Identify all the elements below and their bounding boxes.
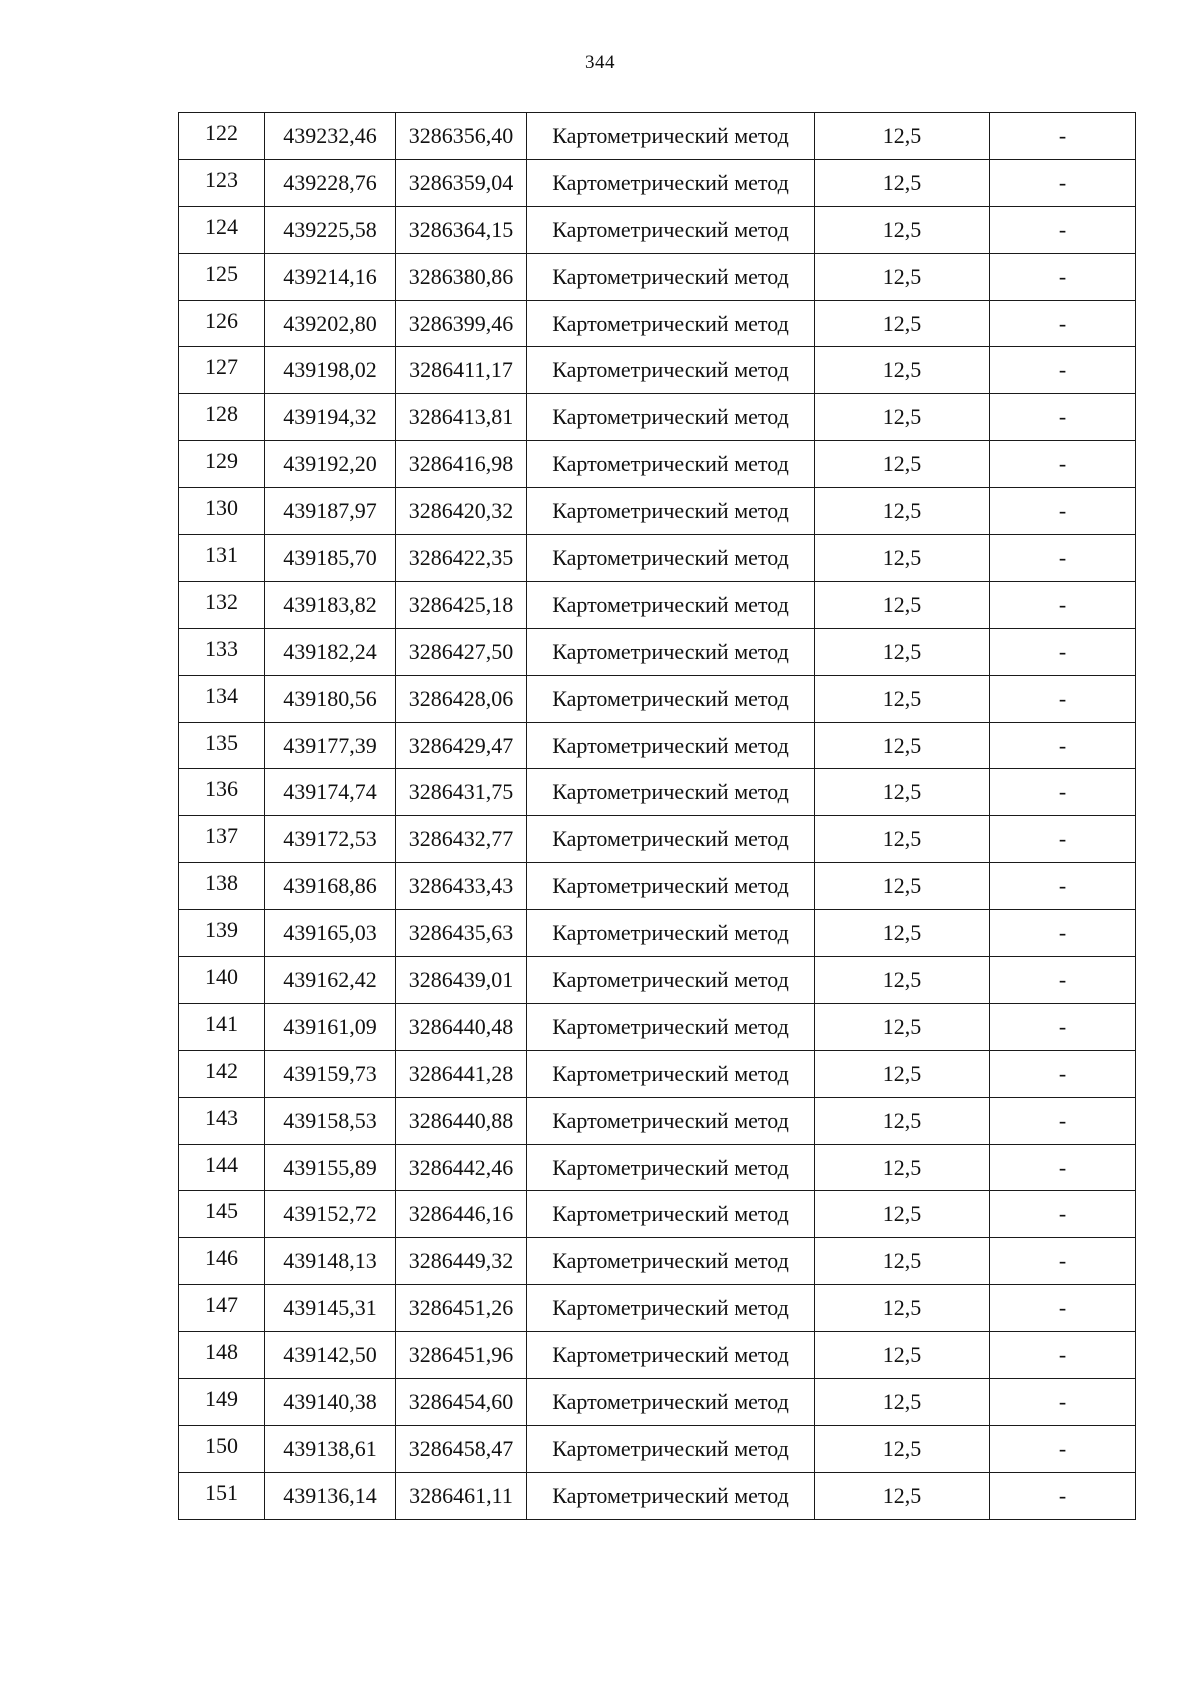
method-cell: Картометрический метод	[527, 300, 815, 347]
description-cell: -	[990, 394, 1136, 441]
y-coordinate-cell: 3286364,15	[396, 206, 527, 253]
description-cell: -	[990, 535, 1136, 582]
x-coordinate-cell: 439145,31	[265, 1285, 396, 1332]
x-coordinate-cell: 439142,50	[265, 1332, 396, 1379]
method-cell: Картометрический метод	[527, 1379, 815, 1426]
description-cell: -	[990, 1191, 1136, 1238]
table-row	[179, 159, 1136, 206]
x-coordinate-cell: 439138,61	[265, 1425, 396, 1472]
y-coordinate-cell: 3286451,96	[396, 1332, 527, 1379]
x-coordinate-cell: 439194,32	[265, 394, 396, 441]
table-row	[179, 1097, 1136, 1144]
y-coordinate-cell: 3286399,46	[396, 300, 527, 347]
x-coordinate-cell: 439148,13	[265, 1238, 396, 1285]
table-row	[179, 769, 1136, 816]
description-cell: -	[990, 816, 1136, 863]
y-coordinate-cell: 3286428,06	[396, 675, 527, 722]
accuracy-cell: 12,5	[815, 1050, 990, 1097]
table-row	[179, 347, 1136, 394]
point-number-cell: 149	[179, 1379, 265, 1426]
accuracy-cell: 12,5	[815, 1144, 990, 1191]
x-coordinate-cell: 439202,80	[265, 300, 396, 347]
method-cell: Картометрический метод	[527, 253, 815, 300]
point-number-cell: 144	[179, 1144, 265, 1191]
table-row	[179, 628, 1136, 675]
table-row	[179, 1050, 1136, 1097]
method-cell: Картометрический метод	[527, 581, 815, 628]
table-row	[179, 253, 1136, 300]
x-coordinate-cell: 439174,74	[265, 769, 396, 816]
description-cell: -	[990, 1425, 1136, 1472]
table-row	[179, 1379, 1136, 1426]
table-row	[179, 1003, 1136, 1050]
point-number-cell: 125	[179, 253, 265, 300]
table-row	[179, 1238, 1136, 1285]
x-coordinate-cell: 439158,53	[265, 1097, 396, 1144]
table-row	[179, 957, 1136, 1004]
method-cell: Картометрический метод	[527, 206, 815, 253]
description-cell: -	[990, 1332, 1136, 1379]
accuracy-cell: 12,5	[815, 1285, 990, 1332]
point-number-cell: 128	[179, 394, 265, 441]
accuracy-cell: 12,5	[815, 769, 990, 816]
accuracy-cell: 12,5	[815, 347, 990, 394]
x-coordinate-cell: 439214,16	[265, 253, 396, 300]
description-cell: -	[990, 581, 1136, 628]
point-number-cell: 129	[179, 441, 265, 488]
x-coordinate-cell: 439165,03	[265, 910, 396, 957]
point-number-cell: 147	[179, 1285, 265, 1332]
accuracy-cell: 12,5	[815, 441, 990, 488]
accuracy-cell: 12,5	[815, 300, 990, 347]
method-cell: Картометрический метод	[527, 441, 815, 488]
point-number-cell: 137	[179, 816, 265, 863]
y-coordinate-cell: 3286440,88	[396, 1097, 527, 1144]
table-row	[179, 1332, 1136, 1379]
point-number-cell: 130	[179, 488, 265, 535]
accuracy-cell: 12,5	[815, 863, 990, 910]
method-cell: Картометрический метод	[527, 957, 815, 1004]
table-row	[179, 1191, 1136, 1238]
table-row	[179, 910, 1136, 957]
description-cell: -	[990, 769, 1136, 816]
x-coordinate-cell: 439161,09	[265, 1003, 396, 1050]
coordinates-table	[178, 112, 1136, 1520]
accuracy-cell: 12,5	[815, 628, 990, 675]
point-number-cell: 151	[179, 1472, 265, 1519]
x-coordinate-cell: 439155,89	[265, 1144, 396, 1191]
table-row	[179, 488, 1136, 535]
y-coordinate-cell: 3286440,48	[396, 1003, 527, 1050]
accuracy-cell: 12,5	[815, 722, 990, 769]
description-cell: -	[990, 910, 1136, 957]
table-row	[179, 1285, 1136, 1332]
table-row	[179, 1425, 1136, 1472]
description-cell: -	[990, 1003, 1136, 1050]
y-coordinate-cell: 3286413,81	[396, 394, 527, 441]
x-coordinate-cell: 439136,14	[265, 1472, 396, 1519]
y-coordinate-cell: 3286435,63	[396, 910, 527, 957]
method-cell: Картометрический метод	[527, 1003, 815, 1050]
accuracy-cell: 12,5	[815, 253, 990, 300]
description-cell: -	[990, 253, 1136, 300]
table-row	[179, 863, 1136, 910]
x-coordinate-cell: 439228,76	[265, 159, 396, 206]
x-coordinate-cell: 439183,82	[265, 581, 396, 628]
accuracy-cell: 12,5	[815, 1379, 990, 1426]
description-cell: -	[990, 206, 1136, 253]
description-cell: -	[990, 863, 1136, 910]
accuracy-cell: 12,5	[815, 1472, 990, 1519]
accuracy-cell: 12,5	[815, 1097, 990, 1144]
method-cell: Картометрический метод	[527, 535, 815, 582]
y-coordinate-cell: 3286433,43	[396, 863, 527, 910]
point-number-cell: 122	[179, 113, 265, 160]
description-cell: -	[990, 1097, 1136, 1144]
x-coordinate-cell: 439225,58	[265, 206, 396, 253]
accuracy-cell: 12,5	[815, 957, 990, 1004]
description-cell: -	[990, 1238, 1136, 1285]
x-coordinate-cell: 439177,39	[265, 722, 396, 769]
point-number-cell: 135	[179, 722, 265, 769]
accuracy-cell: 12,5	[815, 159, 990, 206]
y-coordinate-cell: 3286411,17	[396, 347, 527, 394]
accuracy-cell: 12,5	[815, 816, 990, 863]
x-coordinate-cell: 439159,73	[265, 1050, 396, 1097]
accuracy-cell: 12,5	[815, 1238, 990, 1285]
method-cell: Картометрический метод	[527, 347, 815, 394]
x-coordinate-cell: 439185,70	[265, 535, 396, 582]
table-row	[179, 300, 1136, 347]
method-cell: Картометрический метод	[527, 488, 815, 535]
x-coordinate-cell: 439168,86	[265, 863, 396, 910]
point-number-cell: 127	[179, 347, 265, 394]
x-coordinate-cell: 439152,72	[265, 1191, 396, 1238]
accuracy-cell: 12,5	[815, 113, 990, 160]
description-cell: -	[990, 1472, 1136, 1519]
description-cell: -	[990, 1379, 1136, 1426]
method-cell: Картометрический метод	[527, 159, 815, 206]
x-coordinate-cell: 439172,53	[265, 816, 396, 863]
table-row	[179, 441, 1136, 488]
table-row	[179, 206, 1136, 253]
method-cell: Картометрический метод	[527, 910, 815, 957]
y-coordinate-cell: 3286420,32	[396, 488, 527, 535]
method-cell: Картометрический метод	[527, 1097, 815, 1144]
point-number-cell: 134	[179, 675, 265, 722]
y-coordinate-cell: 3286449,32	[396, 1238, 527, 1285]
point-number-cell: 146	[179, 1238, 265, 1285]
accuracy-cell: 12,5	[815, 1425, 990, 1472]
x-coordinate-cell: 439162,42	[265, 957, 396, 1004]
point-number-cell: 143	[179, 1097, 265, 1144]
description-cell: -	[990, 113, 1136, 160]
description-cell: -	[990, 441, 1136, 488]
x-coordinate-cell: 439198,02	[265, 347, 396, 394]
y-coordinate-cell: 3286441,28	[396, 1050, 527, 1097]
description-cell: -	[990, 675, 1136, 722]
table-row	[179, 1144, 1136, 1191]
point-number-cell: 150	[179, 1425, 265, 1472]
y-coordinate-cell: 3286439,01	[396, 957, 527, 1004]
x-coordinate-cell: 439180,56	[265, 675, 396, 722]
y-coordinate-cell: 3286458,47	[396, 1425, 527, 1472]
point-number-cell: 132	[179, 581, 265, 628]
method-cell: Картометрический метод	[527, 1285, 815, 1332]
accuracy-cell: 12,5	[815, 488, 990, 535]
description-cell: -	[990, 1050, 1136, 1097]
table-row	[179, 581, 1136, 628]
description-cell: -	[990, 1144, 1136, 1191]
point-number-cell: 133	[179, 628, 265, 675]
point-number-cell: 142	[179, 1050, 265, 1097]
method-cell: Картометрический метод	[527, 675, 815, 722]
point-number-cell: 140	[179, 957, 265, 1004]
description-cell: -	[990, 628, 1136, 675]
accuracy-cell: 12,5	[815, 1332, 990, 1379]
x-coordinate-cell: 439140,38	[265, 1379, 396, 1426]
y-coordinate-cell: 3286431,75	[396, 769, 527, 816]
description-cell: -	[990, 1285, 1136, 1332]
accuracy-cell: 12,5	[815, 535, 990, 582]
coordinates-table-body	[179, 113, 1136, 1520]
accuracy-cell: 12,5	[815, 675, 990, 722]
accuracy-cell: 12,5	[815, 206, 990, 253]
y-coordinate-cell: 3286451,26	[396, 1285, 527, 1332]
table-row	[179, 675, 1136, 722]
description-cell: -	[990, 159, 1136, 206]
table-row	[179, 816, 1136, 863]
method-cell: Картометрический метод	[527, 1332, 815, 1379]
point-number-cell: 148	[179, 1332, 265, 1379]
method-cell: Картометрический метод	[527, 1050, 815, 1097]
y-coordinate-cell: 3286454,60	[396, 1379, 527, 1426]
accuracy-cell: 12,5	[815, 910, 990, 957]
y-coordinate-cell: 3286422,35	[396, 535, 527, 582]
method-cell: Картометрический метод	[527, 1191, 815, 1238]
point-number-cell: 131	[179, 535, 265, 582]
table-row	[179, 722, 1136, 769]
point-number-cell: 141	[179, 1003, 265, 1050]
y-coordinate-cell: 3286442,46	[396, 1144, 527, 1191]
y-coordinate-cell: 3286446,16	[396, 1191, 527, 1238]
description-cell: -	[990, 300, 1136, 347]
point-number-cell: 124	[179, 206, 265, 253]
table-row	[179, 113, 1136, 160]
point-number-cell: 145	[179, 1191, 265, 1238]
method-cell: Картометрический метод	[527, 394, 815, 441]
x-coordinate-cell: 439182,24	[265, 628, 396, 675]
method-cell: Картометрический метод	[527, 1144, 815, 1191]
y-coordinate-cell: 3286359,04	[396, 159, 527, 206]
y-coordinate-cell: 3286429,47	[396, 722, 527, 769]
method-cell: Картометрический метод	[527, 769, 815, 816]
description-cell: -	[990, 957, 1136, 1004]
description-cell: -	[990, 347, 1136, 394]
accuracy-cell: 12,5	[815, 394, 990, 441]
method-cell: Картометрический метод	[527, 113, 815, 160]
x-coordinate-cell: 439232,46	[265, 113, 396, 160]
y-coordinate-cell: 3286356,40	[396, 113, 527, 160]
description-cell: -	[990, 488, 1136, 535]
method-cell: Картометрический метод	[527, 1472, 815, 1519]
page-number: 344	[585, 52, 615, 73]
y-coordinate-cell: 3286461,11	[396, 1472, 527, 1519]
point-number-cell: 138	[179, 863, 265, 910]
point-number-cell: 136	[179, 769, 265, 816]
description-cell: -	[990, 722, 1136, 769]
x-coordinate-cell: 439187,97	[265, 488, 396, 535]
y-coordinate-cell: 3286380,86	[396, 253, 527, 300]
method-cell: Картометрический метод	[527, 863, 815, 910]
y-coordinate-cell: 3286432,77	[396, 816, 527, 863]
method-cell: Картометрический метод	[527, 816, 815, 863]
y-coordinate-cell: 3286427,50	[396, 628, 527, 675]
method-cell: Картометрический метод	[527, 1238, 815, 1285]
table-row	[179, 535, 1136, 582]
point-number-cell: 126	[179, 300, 265, 347]
point-number-cell: 123	[179, 159, 265, 206]
table-row	[179, 394, 1136, 441]
method-cell: Картометрический метод	[527, 722, 815, 769]
accuracy-cell: 12,5	[815, 1003, 990, 1050]
accuracy-cell: 12,5	[815, 1191, 990, 1238]
x-coordinate-cell: 439192,20	[265, 441, 396, 488]
method-cell: Картометрический метод	[527, 1425, 815, 1472]
accuracy-cell: 12,5	[815, 581, 990, 628]
method-cell: Картометрический метод	[527, 628, 815, 675]
y-coordinate-cell: 3286416,98	[396, 441, 527, 488]
point-number-cell: 139	[179, 910, 265, 957]
table-row	[179, 1472, 1136, 1519]
y-coordinate-cell: 3286425,18	[396, 581, 527, 628]
